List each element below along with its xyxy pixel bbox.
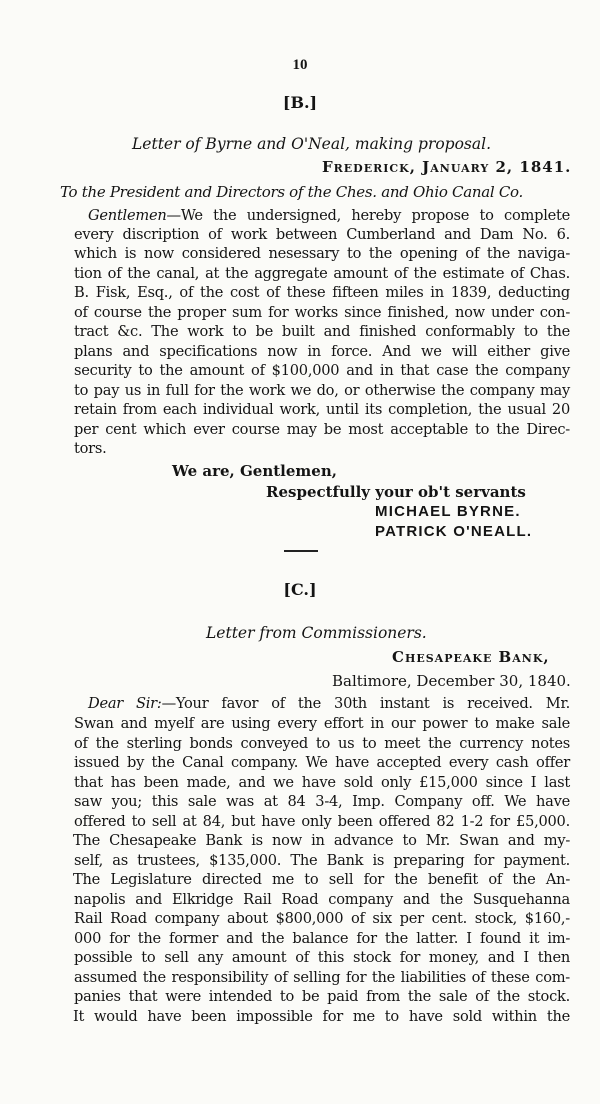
section-c-line: assumed the responsibility of selling for the liabilities of these com- <box>74 969 570 986</box>
section-b-title: Letter of Byrne and O'Neal, making proposal. <box>132 135 492 153</box>
section-b-line: tract &c. The work to be built and finished conformably to the <box>74 323 570 340</box>
section-c-line: offered to sell at 84, but have only been offered 82 1-2 for £5,000. <box>74 813 570 830</box>
section-b-line: every discription of work between Cumberland and Dam No. 6. <box>74 226 570 243</box>
section-c-line: panies that were intended to be paid from the sale of the stock. <box>74 988 570 1005</box>
section-c-line: saw you; this sale was at 84 3-4, Imp. Company off. We have <box>74 793 570 810</box>
section-c-dateline: Baltimore, December 30, 1840. <box>332 672 571 690</box>
section-c-line: 000 for the former and the balance for the latter. I found it im- <box>74 930 570 947</box>
section-b-line: per cent which ever course may be most acceptable to the Direc- <box>74 421 570 438</box>
page-number: 10 <box>292 57 308 73</box>
closing-line-1: We are, Gentlemen, <box>172 462 337 480</box>
section-c-salutation: Dear Sir: <box>88 695 162 712</box>
section-b-line: to pay us in full for the work we do, or otherwise the company may <box>74 382 570 399</box>
section-c-line: It would have been impossible for me to have sold within the <box>73 1008 570 1025</box>
section-c-line: issued by the Canal company. We have accepted every cash offer <box>74 754 570 771</box>
section-c-line: The Chesapeake Bank is now in advance to Mr. Swan and my- <box>73 832 570 849</box>
signature-2: PATRICK O'NEALL. <box>375 523 533 540</box>
section-c-line: self, as trustees, $135,000. The Bank is preparing for payment. <box>74 852 570 869</box>
section-b-line-1: Gentlemen—We the undersigned, hereby propose to complete <box>88 207 570 224</box>
section-c-line: napolis and Elkridge Rail Road company and the Susquehanna <box>74 891 570 908</box>
section-c-line: Rail Road company about $800,000 of six per cent. stock, $160,- <box>74 910 570 927</box>
section-c-sender: Chesapeake Bank, <box>392 648 550 666</box>
section-b-line: which is now considered nesessary to the opening of the naviga- <box>74 245 570 262</box>
section-b-line: tion of the canal, at the aggregate amount of the estimate of Chas. <box>74 265 570 282</box>
section-b-line: B. Fisk, Esq., of the cost of these fifteen miles in 1839, deducting <box>74 284 570 301</box>
section-c-line: The Legislature directed me to sell for the benefit of the An- <box>73 871 570 888</box>
section-c-label: [C.] <box>283 580 317 599</box>
closing-line-2: Respectfully your ob't servants <box>266 483 526 501</box>
section-c-title: Letter from Commissioners. <box>206 624 427 642</box>
section-b-dateline: Frederick, January 2, 1841. <box>322 158 572 176</box>
section-divider <box>284 550 318 552</box>
section-c-line: possible to sell any amount of this stock for money, and I then <box>74 949 570 966</box>
section-b-line: security to the amount of $100,000 and in that case the company <box>74 362 570 379</box>
section-b-label: [B.] <box>282 93 318 112</box>
section-c-line: that has been made, and we have sold only £15,000 since I last <box>74 774 570 791</box>
signature-1: MICHAEL BYRNE. <box>375 503 521 520</box>
section-b-line: of course the proper sum for works since finished, now under con- <box>74 304 570 321</box>
section-b-line: tors. <box>74 440 107 457</box>
section-b-address: To the President and Directors of the Ches. and Ohio Canal Co. <box>60 183 523 201</box>
section-c-line-1: Dear Sir:—Your favor of the 30th instant is received. Mr. <box>88 695 570 712</box>
section-b-salutation: Gentlemen <box>88 207 167 224</box>
section-b-line: retain from each individual work, until its completion, the usual 20 <box>74 401 570 418</box>
section-b-line: plans and specifications now in force. And we will either give <box>74 343 570 360</box>
section-c-line: of the sterling bonds conveyed to us to meet the currency notes <box>74 735 570 752</box>
section-c-line: Swan and myelf are using every effort in our power to make sale <box>74 715 570 732</box>
